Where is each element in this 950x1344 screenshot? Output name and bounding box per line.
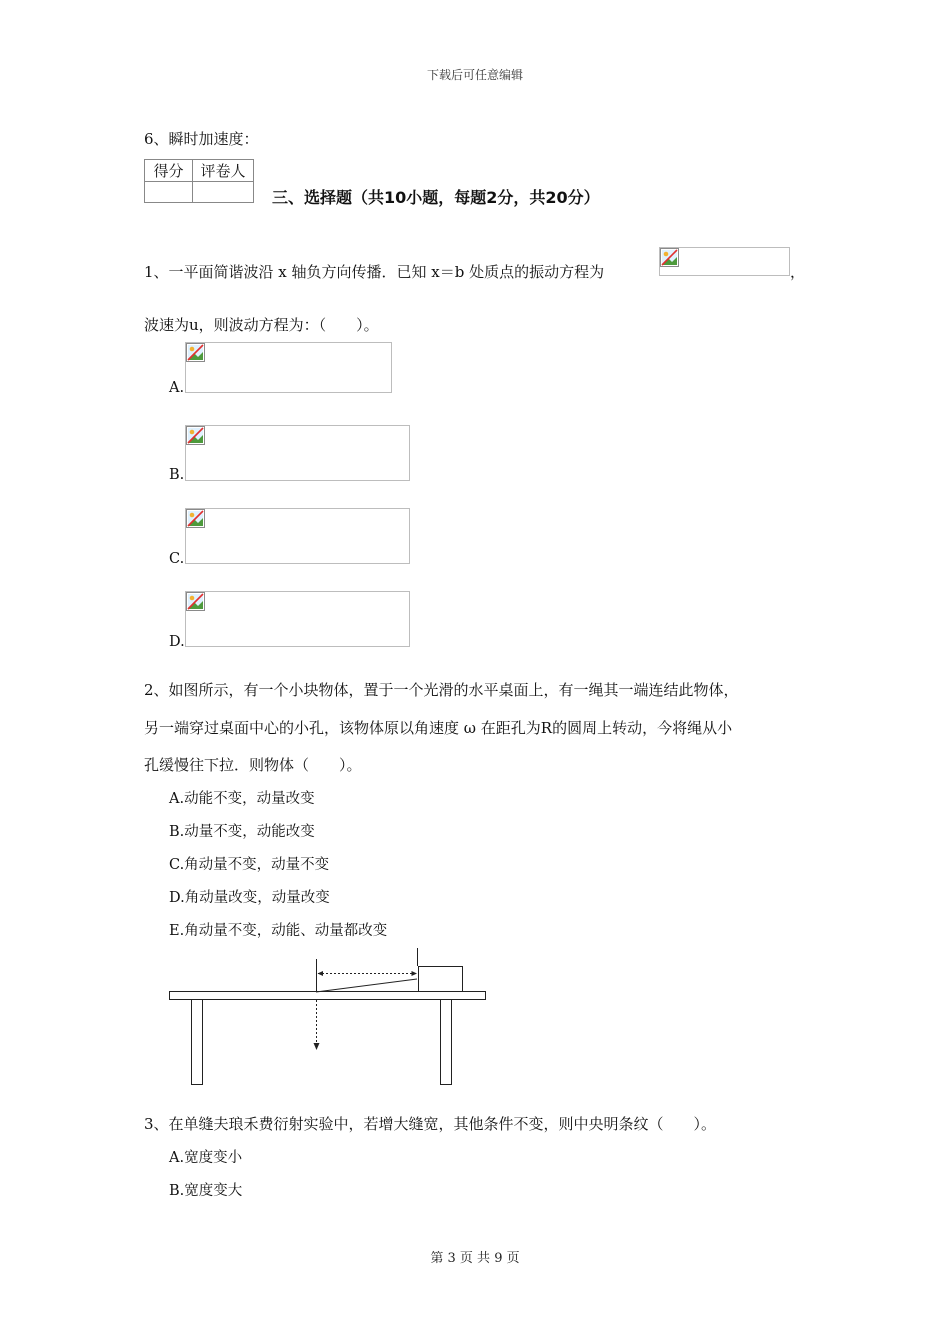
grader-header: 评卷人 [193,160,254,182]
question-2-line3: 孔缓慢往下拉．则物体（ ）。 [144,756,362,774]
question-1-line1: 1、一平面简谐波沿 x 轴负方向传播．已知 x＝b 处质点的振动方程为 [144,263,605,281]
question-3-option-b: B.宽度变大 [169,1183,243,1199]
grader-cell [193,182,254,203]
score-header: 得分 [145,160,193,182]
question-3-option-a: A.宽度变小 [169,1150,243,1166]
option-a-image [185,342,392,393]
arrow-down-icon [314,1043,320,1050]
option-d-image [185,591,410,647]
question-2-option-b: B.动量不变，动能改变 [169,824,315,840]
equation-image [659,247,790,276]
broken-image-icon [186,592,205,611]
option-a-label: A. [169,380,185,396]
option-c-image [185,508,410,564]
broken-image-icon [186,343,205,362]
broken-image-icon [186,509,205,528]
question-1-line2: 波速为u，则波动方程为：（ ）。 [144,316,379,334]
question-2-line2: 另一端穿过桌面中心的小孔，该物体原以角速度 ω 在距孔为R的圆周上转动，今将绳从小 [144,719,733,737]
question-2-line1: 2、如图所示，有一个小块物体，置于一个光滑的水平桌面上，有一绳其一端连结此物体， [144,681,739,699]
broken-image-icon [186,426,205,445]
table-top [170,992,486,1000]
page-header: 下载后可任意编辑 [426,68,523,82]
broken-image-icon [660,248,679,267]
question-6-text: 6、瞬时加速度： [144,130,259,148]
page-footer: 第 3 页 共 9 页 [430,1251,520,1266]
arrow-left-icon [318,971,324,976]
question-3-line1: 3、在单缝夫琅禾费衍射实验中，若增大缝宽，其他条件不变，则中央明条纹（ ）。 [144,1115,717,1133]
option-b-label: B. [169,467,185,483]
arrow-right-icon [412,971,418,976]
question-2-option-a: A.动能不变，动量改变 [169,791,315,807]
question-2-option-c: C.角动量不变，动量不变 [169,857,330,873]
option-d-label: D. [169,634,185,650]
question-2-option-d: D.角动量改变，动量改变 [169,890,330,906]
question-1-comma: ， [790,263,806,281]
score-cell [145,182,193,203]
section-title: 三、选择题（共10小题，每题2分，共20分） [272,188,600,207]
table-leg-right [441,1000,452,1085]
rope-line [316,979,417,992]
score-table [144,159,254,203]
option-b-image [185,425,410,481]
table-leg-left [192,1000,203,1085]
block-object [419,967,463,992]
table-diagram [160,945,495,1090]
option-c-label: C. [169,551,185,567]
question-2-option-e: E.角动量不变，动能、动量都改变 [169,923,388,939]
